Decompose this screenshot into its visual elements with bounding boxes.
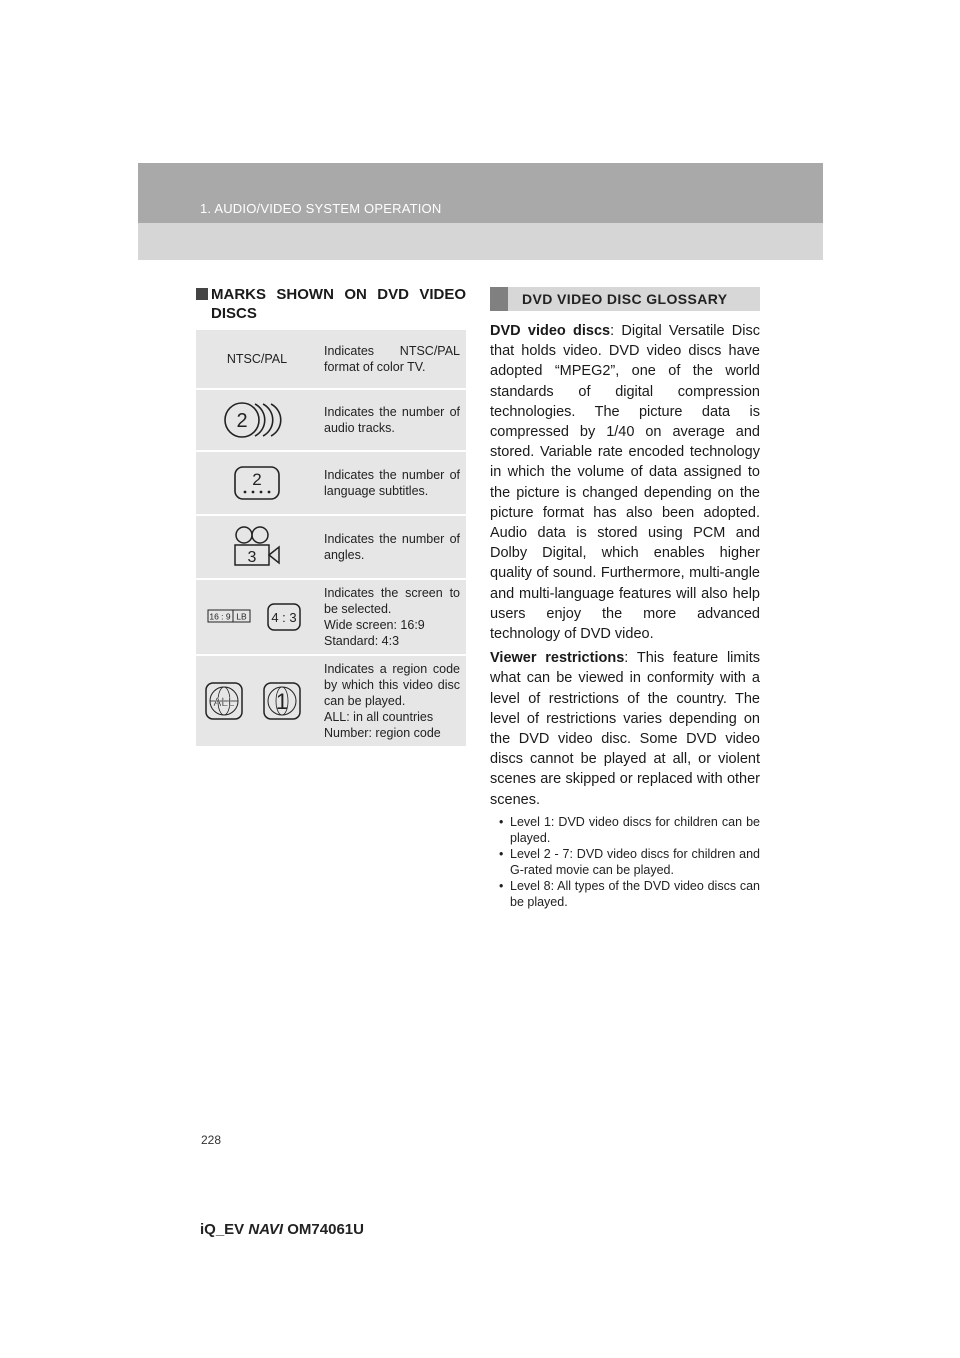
standard-screen-label: 4 : 3 [271,610,297,625]
desc-line: Standard: 4:3 [324,634,400,648]
manual-code-suffix: OM74061U [287,1221,364,1238]
glossary-title: DVD VIDEO DISC GLOSSARY [522,291,728,307]
list-item-text: Level 2 - 7: DVD video discs for children and G-rated movie can be played. [510,846,760,877]
glossary-column [490,287,760,910]
mark-cell [196,525,318,569]
screen-aspect-icon [202,602,312,632]
desc-line: ALL: in all countries [324,710,434,724]
list-item [490,846,760,878]
angles-number: 3 [247,549,257,566]
mark-description: Indicates the number of angles. [324,532,460,562]
subtitles-number: 2 [252,470,262,489]
mark-row-screen [196,580,466,656]
marks-table [196,330,466,748]
term-dvd-video-discs: DVD video discs [490,323,611,339]
region-number-label: 1 [275,689,289,714]
viewer-restrictions-definition: : This feature limits what can be viewed in conformity with a level of restrictions of the country. The level of restrictions varies depending on the DVD video disc. Some DVD video discs cannot be played at all, or violent scenes are skipped or replaced with other scenes. [490,650,760,808]
viewer-restrictions-paragraph [490,648,760,810]
banner-accent-bar [490,287,508,311]
mark-cell [196,679,318,723]
mark-description: Indicates the number of audio tracks. [324,405,460,435]
region-all-label: ALL [213,695,235,709]
region-globe-icon [202,679,312,723]
manual-code [200,1221,364,1238]
mark-row-audio-tracks [196,390,466,452]
camera-angles-icon [231,525,283,569]
bullet-icon: • [499,878,504,893]
list-item-text: Level 8: All types of the DVD video discs can be played. [510,878,760,909]
mark-description [318,661,466,741]
audio-tracks-icon [222,400,292,440]
marks-heading-text: MARKS SHOWN ON DVD VIDEO DISCS [211,286,466,322]
subtitles-icon [233,465,281,501]
desc-line: Number: region code [324,726,441,740]
mark-cell [196,400,318,440]
mark-row-subtitles [196,452,466,516]
mark-description: Indicates the number of language subtitles. [324,468,460,498]
dvd-video-discs-definition: : Digital Versatile Disc that holds video. DVD video discs have adopted “MPEG2”, one of the world standards of digital compression technologies. The picture data is compressed by 1/40 on average and stored. Variable rate encoded technology in which the volume of data assigned to the picture is changed depending on the picture format has also been adopted. Audio data is stored using PCM and Dolby Digital, which enables higher quality of sound. Furthermore, multi-angle and multi-language features will also help users enjoy the more advanced technology of DVD video. [490,323,761,643]
list-item [490,814,760,846]
header-top-bar [138,163,823,223]
mark-cell [196,465,318,501]
bullet-icon: • [499,846,504,861]
desc-line: Wide screen: 16:9 [324,618,425,632]
manual-code-prefix: iQ_EV [200,1221,245,1238]
bullet-icon: • [499,814,504,829]
ntsc-pal-label: NTSC/PAL [226,352,288,366]
mark-row-ntsc-pal [196,330,466,390]
audio-tracks-number: 2 [236,410,248,432]
mark-cell [196,352,318,366]
list-item [490,878,760,910]
list-item-text: Level 1: DVD video discs for children can be played. [510,814,760,845]
mark-cell [196,602,318,632]
section-label: 1. AUDIO/VIDEO SYSTEM OPERATION [200,201,442,216]
header-band [138,163,823,260]
term-viewer-restrictions: Viewer restrictions [490,650,625,667]
desc-line: Indicates the screen to be selected. [324,586,460,616]
mark-row-angles [196,516,466,580]
mark-description: Indicates NTSC/PAL format of color TV. [324,344,460,374]
restriction-levels-list [490,814,760,910]
mark-description [318,585,466,649]
square-bullet-icon [196,288,208,300]
desc-line: Indicates a region code by which this video disc can be played. [324,662,460,708]
dvd-video-discs-paragraph [490,321,760,644]
page-number: 228 [201,1133,222,1147]
letterbox-label: LB [236,611,247,622]
manual-code-navi: NAVI [248,1221,284,1238]
mark-row-region [196,656,466,748]
marks-heading [196,285,466,323]
glossary-banner [490,287,760,311]
wide-screen-label: 16 : 9 [209,611,231,622]
